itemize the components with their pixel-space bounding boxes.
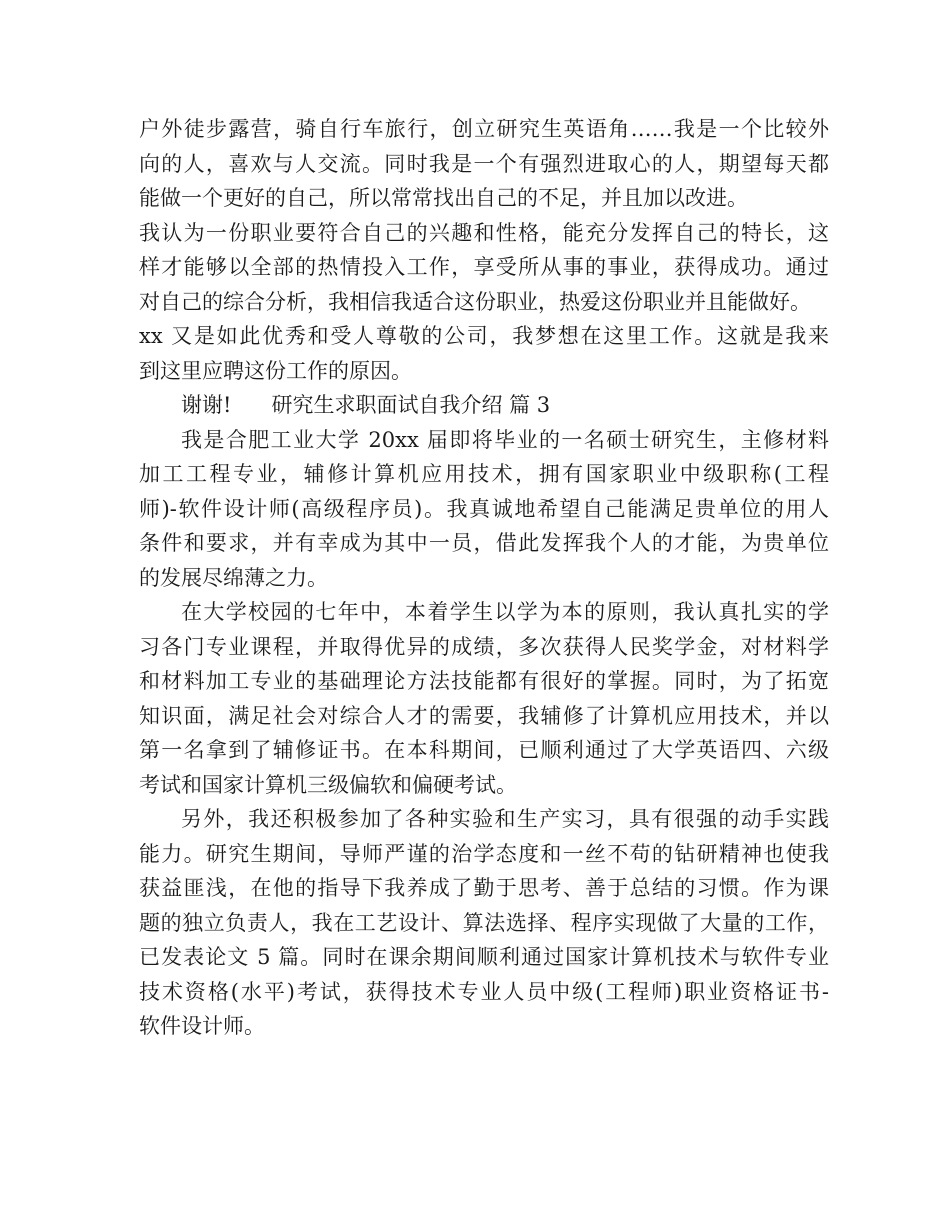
text-line: xx 又是如此优秀和受人尊敬的公司，我梦想在这里工作。这就是我来 [139,324,829,348]
text-line: 到这里应聘这份工作的原因。 [139,358,412,383]
text-line: 和材料加工专业的基础理论方法技能都有很好的掌握。同时，为了拓宽 [139,669,829,693]
text-line: 我是合肥工业大学 20xx 届即将毕业的一名硕士研究生，主修材料 [181,427,829,452]
text-line: 另外，我还积极参加了各种实验和生产实习，具有很强的动手实践 [181,807,829,831]
text-line: 的发展尽绵薄之力。 [139,565,328,590]
text-line: 能做一个更好的自己，所以常常找出自己的不足，并且加以改进。 [139,186,748,210]
text-line: 向的人，喜欢与人交流。同时我是一个有强烈进取心的人，期望每天都 [139,151,829,176]
thanks-text: 谢谢! [181,393,232,417]
text-line: 技术资格(水平)考试，获得技术专业人员中级(工程师)职业资格证书- [139,979,829,1004]
text-line: 已发表论文 5 篇。同时在课余期间顺利通过国家计算机技术与软件专业 [139,945,829,969]
text-line: 习各门专业课程，并取得优异的成绩，多次获得人民奖学金，对材料学 [139,634,829,659]
text-line: 在大学校园的七年中，本着学生以学为本的原则，我认真扎实的学 [181,600,829,624]
section-heading: 研究生求职面试自我介绍 篇 3 [271,393,551,417]
text-line: 条件和要求，并有幸成为其中一员，借此发挥我个人的才能，为贵单位 [139,531,829,555]
text-line: 对自己的综合分析，我相信我适合这份职业，热爱这份职业并且能做好。 [139,289,811,314]
text-line: 户外徒步露营，骑自行车旅行，创立研究生英语角……我是一个比较外 [139,117,829,141]
thanks-and-heading-line [139,388,829,423]
text-line: 第一名拿到了辅修证书。在本科期间，已顺利通过了大学英语四、六级 [139,738,829,762]
text-line: 能力。研究生期间，导师严谨的治学态度和一丝不苟的钻研精神也使我 [139,841,829,866]
text-line: 加工工程专业，辅修计算机应用技术，拥有国家职业中级职称(工程 [139,462,829,486]
text-line: 样才能够以全部的热情投入工作，享受所从事的事业，获得成功。通过 [139,255,829,279]
text-line: 获益匪浅，在他的指导下我养成了勤于思考、善于总结的习惯。作为课 [139,876,829,900]
text-line: 题的独立负责人，我在工艺设计、算法选择、程序实现做了大量的工作， [139,910,829,935]
text-line: 软件设计师。 [139,1014,265,1038]
text-line: 我认为一份职业要符合自己的兴趣和性格，能充分发挥自己的特长，这 [139,220,829,245]
text-line: 考试和国家计算机三级偏软和偏硬考试。 [139,772,517,797]
text-line: 师)-软件设计师(高级程序员)。我真诚地希望自己能满足贵单位的用人 [139,496,829,521]
text-line: 知识面，满足社会对综合人才的需要，我辅修了计算机应用技术，并以 [139,703,829,728]
body-text [139,112,829,1044]
